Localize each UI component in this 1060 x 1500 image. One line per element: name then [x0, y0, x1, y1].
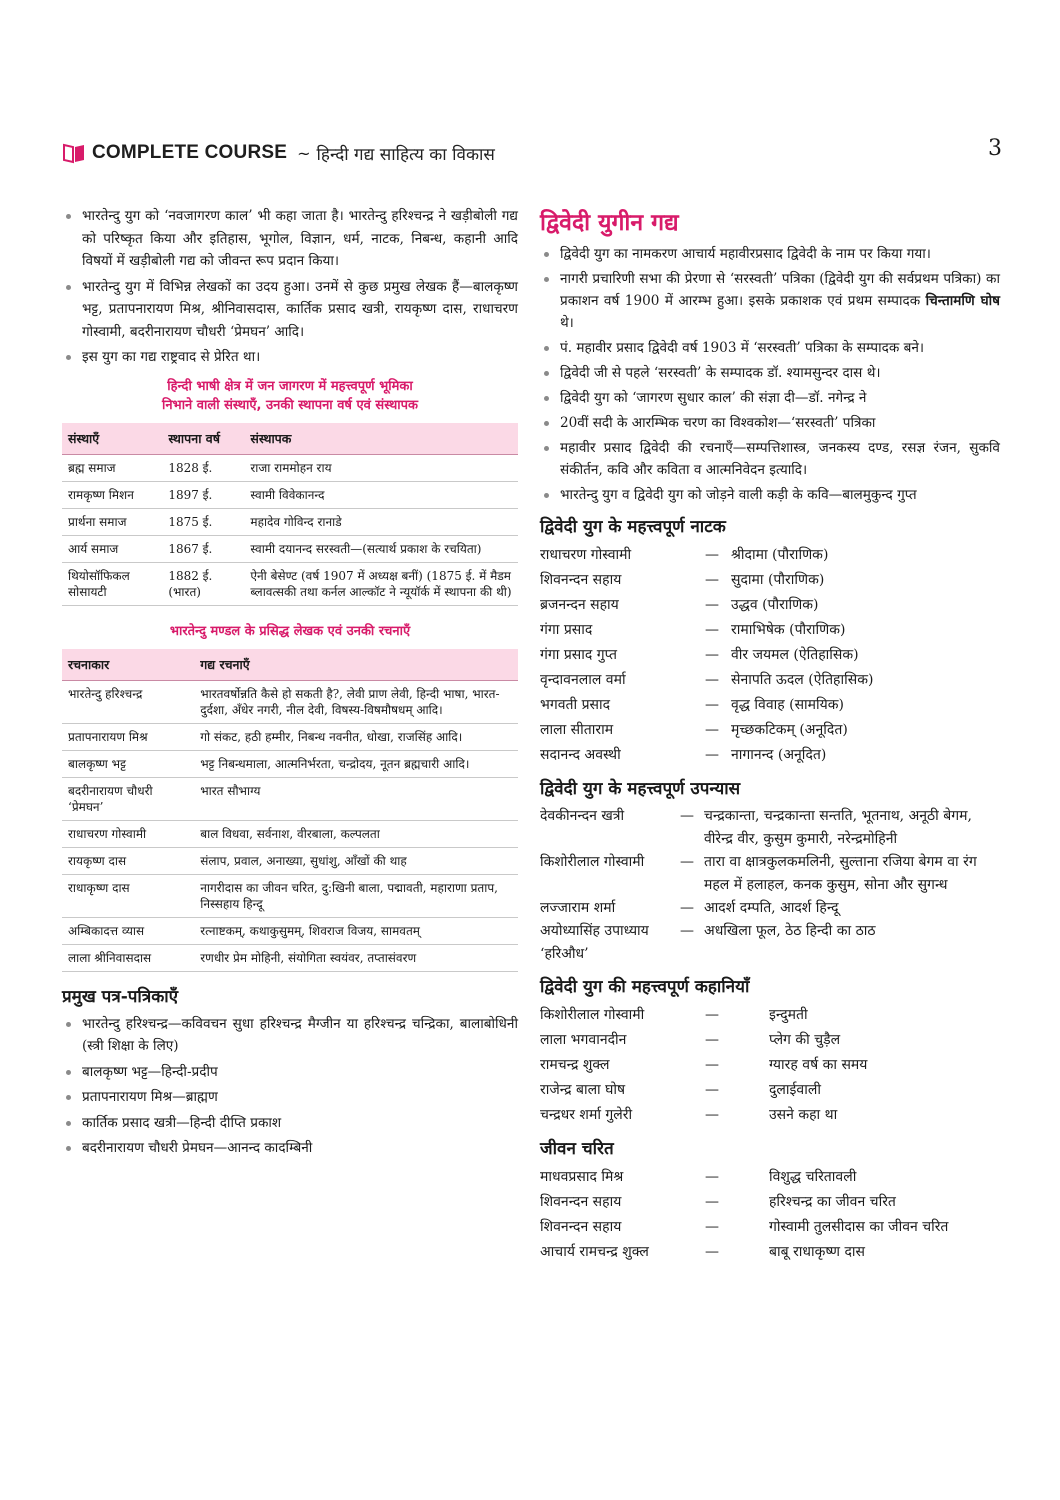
list-item: भारतेन्दु युग को ‘नवजागरण काल’ भी कहा जाता है। भारतेन्दु हरिश्चन्द्र ने खड़ीबोली गद्य को परिष्कृत किया और इतिहास, भूगोल, विज्ञान, धर्म, नाटक, निबन्ध, कहानी आदि विषयों में खड़ीबोली गद्य को जीवन्त रूप प्रदान किया। [62, 205, 518, 273]
page-header [62, 138, 1002, 168]
table-cell: स्वामी विवेकानन्द [244, 481, 518, 508]
table-cell: स्वामी दयानन्द सरस्वती—(सत्यार्थ प्रकाश के रचयिता) [244, 535, 518, 562]
work: गोस्वामी तुलसीदास का जीवन चरित [769, 1219, 949, 1235]
list-item [540, 851, 1000, 897]
author: देवकीनन्दन खत्री [540, 808, 625, 824]
table-cell: 1897 ई. [162, 481, 244, 508]
table-cell: भारत सौभाग्य [194, 777, 518, 820]
table-cell: भट्ट निबन्धमाला, आत्मनिर्भरता, चन्द्रोदय, नूतन ब्रह्मचारी आदि। [194, 750, 518, 777]
list-item: प्रतापनारायण मिश्र—ब्राह्मण [62, 1086, 518, 1109]
author: वृन्दावनलाल वर्मा [540, 672, 626, 688]
column-header: गद्य रचनाएँ [194, 649, 518, 681]
dash: — [705, 747, 719, 763]
table-row [62, 750, 518, 777]
table-cell: बाल विधवा, सर्वनाश, वीरबाला, कल्पलता [194, 820, 518, 847]
author: लाला भगवानदीन [540, 1032, 627, 1048]
jeevani-heading: जीवन चरित [540, 1139, 614, 1159]
page-number: 3 [988, 136, 1002, 161]
author: आचार्य रामचन्द्र शुक्ल [540, 1244, 649, 1260]
work: इन्दुमती [769, 1007, 808, 1023]
list-item [540, 1028, 1000, 1053]
list-item [540, 268, 1000, 334]
table-cell: रणधीर प्रेम मोहिनी, संयोगिता स्वयंवर, तप्तासंवरण [194, 944, 518, 971]
list-item [540, 897, 1000, 920]
dash: — [705, 547, 719, 563]
list-item [540, 1003, 1000, 1028]
author: राधाचरण गोस्वामी [540, 547, 632, 563]
dash: — [705, 1107, 719, 1123]
list-item [540, 1053, 1000, 1078]
list-item [540, 1078, 1000, 1103]
table-cell: रायकृष्ण दास [62, 847, 194, 874]
work: रामाभिषेक (पौराणिक) [731, 622, 846, 638]
kahani-list [540, 1003, 1000, 1128]
work: सेनापति ऊदल (ऐतिहासिक) [731, 672, 874, 688]
dash: — [680, 808, 694, 824]
work: श्रीदामा (पौराणिक) [731, 547, 829, 563]
table-row [62, 847, 518, 874]
list-item [540, 543, 1000, 568]
right-column [540, 205, 1000, 1265]
list-item: पं. महावीर प्रसाद द्विवेदी वर्ष 1903 में ‘सरस्वती’ पत्रिका के सम्पादक बने। [540, 337, 1000, 359]
dash: — [705, 1082, 719, 1098]
table-cell: लाला श्रीनिवासदास [62, 944, 194, 971]
author: शिवनन्दन सहाय [540, 1219, 622, 1235]
list-item [540, 920, 1000, 966]
dash: — [705, 672, 719, 688]
work: हरिश्चन्द्र का जीवन चरित [769, 1194, 896, 1210]
author: शिवनन्दन सहाय [540, 572, 622, 588]
left-column [62, 205, 518, 1163]
list-item: भारतेन्दु युग में विभिन्न लेखकों का उदय हुआ। उनमें से कुछ प्रमुख लेखक हैं—बालकृष्ण भट्ट, प्रतापनारायण मिश्र, श्रीनिवासदास, कार्तिक प्रसाद खत्री, रायकृष्ण दास, राधाचरण गोस्वामी, बदरीनारायण चौधरी ‘प्रेमघन’ आदि। [62, 276, 518, 344]
work: तारा वा क्षात्रकुलकमलिनी, सुल्ताना रजिया बेगम वा रंग महल में हलाहल, कनक कुसुम, सोना और सुगन्ध [704, 854, 977, 893]
intro-list [62, 205, 518, 369]
dash: — [705, 622, 719, 638]
work: वीर जयमल (ऐतिहासिक) [731, 647, 859, 663]
column-header: संस्थापक [244, 423, 518, 455]
work: आदर्श दम्पति, आदर्श हिन्दू [704, 900, 839, 916]
table-row [62, 944, 518, 971]
list-item [540, 1215, 1000, 1240]
table-cell: राजा राममोहन राय [244, 454, 518, 481]
dash: — [705, 1032, 719, 1048]
list-item: भारतेन्दु हरिश्चन्द्र—कविवचन सुधा हरिश्चन्द्र मैग्जीन या हरिश्चन्द्र चन्द्रिका, बालाबोधिनी (स्त्री शिक्षा के लिए) [62, 1013, 518, 1058]
table-row [62, 777, 518, 820]
work: मृच्छकटिकम् (अनूदित) [731, 722, 848, 738]
list-item [540, 1190, 1000, 1215]
jeevani-list [540, 1165, 1000, 1265]
table-header-row [62, 423, 518, 455]
list-item [540, 805, 1000, 851]
course-label: COMPLETE COURSE [92, 142, 288, 163]
table-cell: थियोसॉफिकल सोसायटी [62, 562, 162, 605]
table-cell: बदरीनारायण चौधरी ‘प्रेमघन’ [62, 777, 194, 820]
author: राजेन्द्र बाला घोष [540, 1082, 626, 1098]
table-cell: रामकृष्ण मिशन [62, 481, 162, 508]
list-item [540, 693, 1000, 718]
dash: — [705, 1194, 719, 1210]
patrika-heading: प्रमुख पत्र-पत्रिकाएँ [62, 986, 179, 1007]
dwivedi-list [540, 243, 1000, 506]
table-header-row [62, 649, 518, 681]
author: लज्जाराम शर्मा [540, 900, 616, 916]
table-cell: नागरीदास का जीवन चरित, दु:खिनी बाला, पद्मावती, महाराणा प्रताप, निस्सहाय हिन्दू [194, 874, 518, 917]
table-cell: 1882 ई. (भारत) [162, 562, 244, 605]
table-cell: संलाप, प्रवाल, अनाख्या, सुधांशु, आँखों की थाह [194, 847, 518, 874]
dash: — [705, 597, 719, 613]
patrika-list [62, 1013, 518, 1160]
table-cell: भारतेन्दु हरिश्चन्द्र [62, 680, 194, 723]
list-item: भारतेन्दु युग व द्विवेदी युग को जोड़ने वाली कड़ी के कवि—बालमुकुन्द गुप्त [540, 484, 1000, 506]
header-separator: ~ [297, 143, 311, 163]
work: बाबू राधाकृष्ण दास [769, 1244, 866, 1260]
kahani-heading: द्विवेदी युग की महत्त्वपूर्ण कहानियाँ [540, 977, 750, 997]
table-cell: गो संकट, हठी हम्मीर, निबन्ध नवनीत, धोखा, राजसिंह आदि। [194, 723, 518, 750]
table-cell: अम्बिकादत्त व्यास [62, 917, 194, 944]
list-item [540, 1165, 1000, 1190]
dash: — [680, 900, 694, 916]
table-cell: 1867 ई. [162, 535, 244, 562]
table-cell: प्रतापनारायण मिश्र [62, 723, 194, 750]
dash: — [705, 1219, 719, 1235]
list-item: कार्तिक प्रसाद खत्री—हिन्दी दीप्ति प्रकाश [62, 1112, 518, 1135]
author: रामचन्द्र शुक्ल [540, 1057, 610, 1073]
natak-heading: द्विवेदी युग के महत्त्वपूर्ण नाटक [540, 517, 726, 537]
work: दुलाईवाली [769, 1082, 821, 1098]
work: सुदामा (पौराणिक) [731, 572, 825, 588]
list-item: बदरीनारायण चौधरी प्रेमघन—आनन्द कादम्बिनी [62, 1137, 518, 1160]
table-cell: 1875 ई. [162, 508, 244, 535]
list-item: द्विवेदी जी से पहले ‘सरस्वती’ के सम्पादक डॉ. श्यामसुन्दर दास थे। [540, 362, 1000, 384]
table-cell: 1828 ई. [162, 454, 244, 481]
dash: — [705, 1007, 719, 1023]
list-item-suffix: थे। [560, 315, 574, 331]
list-item: द्विवेदी युग का नामकरण आचार्य महावीरप्रसाद द्विवेदी के नाम पर किया गया। [540, 243, 1000, 265]
table-row [62, 562, 518, 605]
author: किशोरीलाल गोस्वामी [540, 1007, 645, 1023]
table-row [62, 820, 518, 847]
work: चन्द्रकान्ता, चन्द्रकान्ता सन्तति, भूतनाथ, अनूठी बेगम, वीरेन्द्र वीर, कुसुम कुमारी, नरेन्द्रमोहिनी [704, 808, 972, 847]
table-row [62, 454, 518, 481]
table-cell: ऐनी बेसेण्ट (वर्ष 1907 में अध्यक्ष बनीं) (1875 ई. में मैडम ब्लावत्सकी तथा कर्नल आल्कॉट ने न्यूयॉर्क में स्थापना की थी) [244, 562, 518, 605]
dash: — [705, 647, 719, 663]
work: विशुद्ध चरितावली [769, 1169, 857, 1185]
author: लाला सीताराम [540, 722, 614, 738]
dash: — [705, 572, 719, 588]
work: प्लेग की चुड़ैल [769, 1032, 841, 1048]
table-row [62, 508, 518, 535]
upanyas-list [540, 805, 1000, 966]
dash: — [680, 854, 694, 870]
dash: — [705, 1244, 719, 1260]
list-item [540, 1103, 1000, 1128]
dash: — [705, 1169, 719, 1185]
dash: — [705, 722, 719, 738]
open-book-icon [62, 142, 86, 164]
list-item: महावीर प्रसाद द्विवेदी की रचनाएँ—सम्पत्तिशास्त्र, जनकस्य दण्ड, रसज्ञ रंजन, सुकवि संकीर्तन, कवि और कविता व आत्मनिवेदन इत्यादि। [540, 437, 1000, 481]
institutions-table [62, 423, 518, 606]
column-header: संस्थाएँ [62, 423, 162, 455]
work: अधखिला फूल, ठेठ हिन्दी का ठाठ [704, 923, 876, 939]
list-item-text: नागरी प्रचारिणी सभा की प्रेरणा से ‘सरस्वती’ पत्रिका (द्विवेदी युग की सर्वप्रथम पत्रिका) का प्रकाशन वर्ष 1900 में आरम्भ हुआ। इसके प्रकाशक एवं प्रथम सम्पादक [560, 271, 1000, 309]
table-row [62, 723, 518, 750]
dash: — [705, 697, 719, 713]
author: चन्द्रधर शर्मा गुलेरी [540, 1107, 633, 1123]
column-header: स्थापना वर्ष [162, 423, 244, 455]
author: माधवप्रसाद मिश्र [540, 1169, 624, 1185]
table-cell: रत्नाष्टकम्, कथाकुसुमम्, शिवराज विजय, सामवतम् [194, 917, 518, 944]
writers-table [62, 649, 518, 972]
table-cell: ब्रह्म समाज [62, 454, 162, 481]
list-item [540, 568, 1000, 593]
title-line: हिन्दी भाषी क्षेत्र में जन जागरण में महत्त्वपूर्ण भूमिका [167, 378, 413, 394]
list-item [540, 593, 1000, 618]
author: शिवनन्दन सहाय [540, 1194, 622, 1210]
list-item [540, 718, 1000, 743]
column-header: रचनाकार [62, 649, 194, 681]
table-cell: राधाचरण गोस्वामी [62, 820, 194, 847]
editor-name: चिन्तामणि घोष [925, 293, 1000, 309]
table-row [62, 535, 518, 562]
section-heading: द्विवेदी युगीन गद्य [540, 209, 679, 236]
natak-list [540, 543, 1000, 768]
list-item [540, 643, 1000, 668]
work: ग्यारह वर्ष का समय [769, 1057, 868, 1073]
table-cell: महादेव गोविन्द रानाडे [244, 508, 518, 535]
institutions-table-title [62, 377, 518, 415]
work: उद्धव (पौराणिक) [731, 597, 819, 613]
list-item [540, 1240, 1000, 1265]
dash: — [680, 923, 694, 939]
list-item: 20वीं सदी के आरम्भिक चरण का विश्वकोश—‘सरस्वती’ पत्रिका [540, 412, 1000, 434]
author: गंगा प्रसाद [540, 622, 593, 638]
author: अयोध्यासिंह उपाध्याय ‘हरिऔध’ [540, 923, 649, 962]
writers-table-title: भारतेन्दु मण्डल के प्रसिद्ध लेखक एवं उनकी रचनाएँ [169, 623, 411, 639]
author: गंगा प्रसाद गुप्त [540, 647, 617, 663]
table-cell: आर्य समाज [62, 535, 162, 562]
list-item: इस युग का गद्य राष्ट्रवाद से प्रेरित था। [62, 346, 518, 369]
table-cell: बालकृष्ण भट्ट [62, 750, 194, 777]
work: वृद्ध विवाह (सामयिक) [731, 697, 845, 713]
table-cell: राधाकृष्ण दास [62, 874, 194, 917]
author: सदानन्द अवस्थी [540, 747, 621, 763]
table-row [62, 481, 518, 508]
list-item [540, 668, 1000, 693]
work: नागानन्द (अनूदित) [731, 747, 827, 763]
table-cell: भारतवर्षोन्नति कैसे हो सकती है?, लेवी प्राण लेवी, हिन्दी भाषा, भारत-दुर्दशा, अँधेर नगरी, नील देवी, विषस्य-विषमौषधम् आदि। [194, 680, 518, 723]
table-row [62, 874, 518, 917]
upanyas-heading: द्विवेदी युग के महत्त्वपूर्ण उपन्यास [540, 779, 741, 799]
list-item [540, 618, 1000, 643]
table-cell: प्रार्थना समाज [62, 508, 162, 535]
title-line: निभाने वाली संस्थाएँ, उनकी स्थापना वर्ष एवं संस्थापक [161, 397, 419, 413]
list-item: द्विवेदी युग को ‘जागरण सुधार काल’ की संज्ञा दी—डॉ. नगेन्द्र ने [540, 387, 1000, 409]
table-row [62, 917, 518, 944]
author: भगवती प्रसाद [540, 697, 611, 713]
author: ब्रजनन्दन सहाय [540, 597, 619, 613]
dash: — [705, 1057, 719, 1073]
table-row [62, 680, 518, 723]
author: किशोरीलाल गोस्वामी [540, 854, 645, 870]
list-item [540, 743, 1000, 768]
work: उसने कहा था [769, 1107, 838, 1123]
chapter-title: हिन्दी गद्य साहित्य का विकास [316, 144, 495, 165]
list-item: बालकृष्ण भट्ट—हिन्दी-प्रदीप [62, 1061, 518, 1084]
